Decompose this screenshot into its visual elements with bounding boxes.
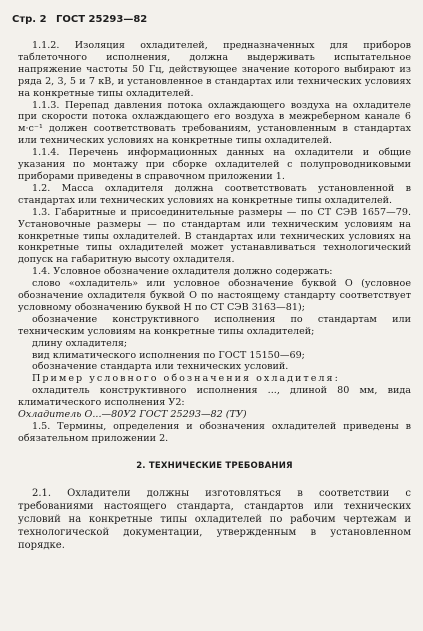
list-item: слово «охладитель» или условное обозначение буквой О (условное обозначение охладителя буквой О по настоящему стандарту соответствует условному обозначению буквой Н по СТ СЭВ 3163—81); bbox=[18, 278, 411, 313]
page-header bbox=[12, 14, 412, 25]
list-item: обозначение стандарта или технических условий. bbox=[32, 361, 289, 373]
paragraph: 1.1.3. Перепад давления потока охлаждающего воздуха на охладителе при скорости потока охлаждающего его воздуха в межреберном канале 6 м·с⁻¹ должен соответствовать требованиям, установленным в стандартах или технических условиях на конкретные типы охладителей. bbox=[18, 99, 411, 147]
page-label: Стр. 2 bbox=[12, 14, 47, 25]
standard-number: ГОСТ 25293—82 bbox=[56, 14, 148, 25]
example-designation: Охладитель О...—80У2 ГОСТ 25293—82 (ТУ) bbox=[18, 409, 247, 421]
list-item: обозначение конструктивного исполнения по стандартам или техническим условиям на конкретные типы охладителей; bbox=[18, 313, 411, 337]
paragraph: 1.1.2. Изоляция охладителей, предназначенных для приборов таблеточного исполнения, должна выдерживать испытательное напряжение частоты 50 Гц, действующее значение которого выбирают из ряда 2, 3, 5 и 7 кВ, и установленное в стандартах или технических условиях на конкретные типы охладителей. bbox=[18, 40, 411, 99]
document-body bbox=[18, 40, 411, 552]
example-heading: Пример условного обозначения охладителя: bbox=[32, 373, 340, 385]
paragraph: 1.5. Термины, определения и обозначения охладителей приведены в обязательном приложении 2. bbox=[18, 421, 411, 444]
paragraph: 1.1.4. Перечень информационных данных на охладители и общие указания по монтажу при сборке охладителей с полупроводниковыми приборами приведены в справочном приложении 1. bbox=[18, 147, 411, 182]
list-item: длину охладителя; bbox=[32, 337, 128, 349]
section-title: 2. ТЕХНИЧЕСКИЕ ТРЕБОВАНИЯ bbox=[136, 460, 293, 471]
paragraph: 1.4. Условное обозначение охладителя должно содержать: bbox=[32, 266, 333, 278]
paragraph: 2.1. Охладители должны изготовляться в соответствии с требованиями настоящего стандарта, стандартов или технических условий на конкретные типы охладителей по рабочим чертежам и технологической документации, утвержденным в установленном порядке. bbox=[18, 487, 411, 551]
list-item: вид климатического исполнения по ГОСТ 15150—69; bbox=[32, 349, 305, 361]
paragraph: 1.2. Масса охладителя должна соответствовать установленной в стандартах или технических условиях на конкретные типы охладителей. bbox=[18, 182, 411, 206]
paragraph: 1.3. Габаритные и присоединительные размеры — по СТ СЭВ 1657—79. Установочные размеры — по стандартам или техническим условиям на конкретные типы охладителей. В стандартах или технических условиях на конкретные типы охладителей может устанавливаться технологический допуск на габаритную высоту охладителя. bbox=[18, 206, 411, 266]
paragraph: охладитель конструктивного исполнения ..., длиной 80 мм, вида климатического исполнения У2: bbox=[18, 385, 411, 409]
